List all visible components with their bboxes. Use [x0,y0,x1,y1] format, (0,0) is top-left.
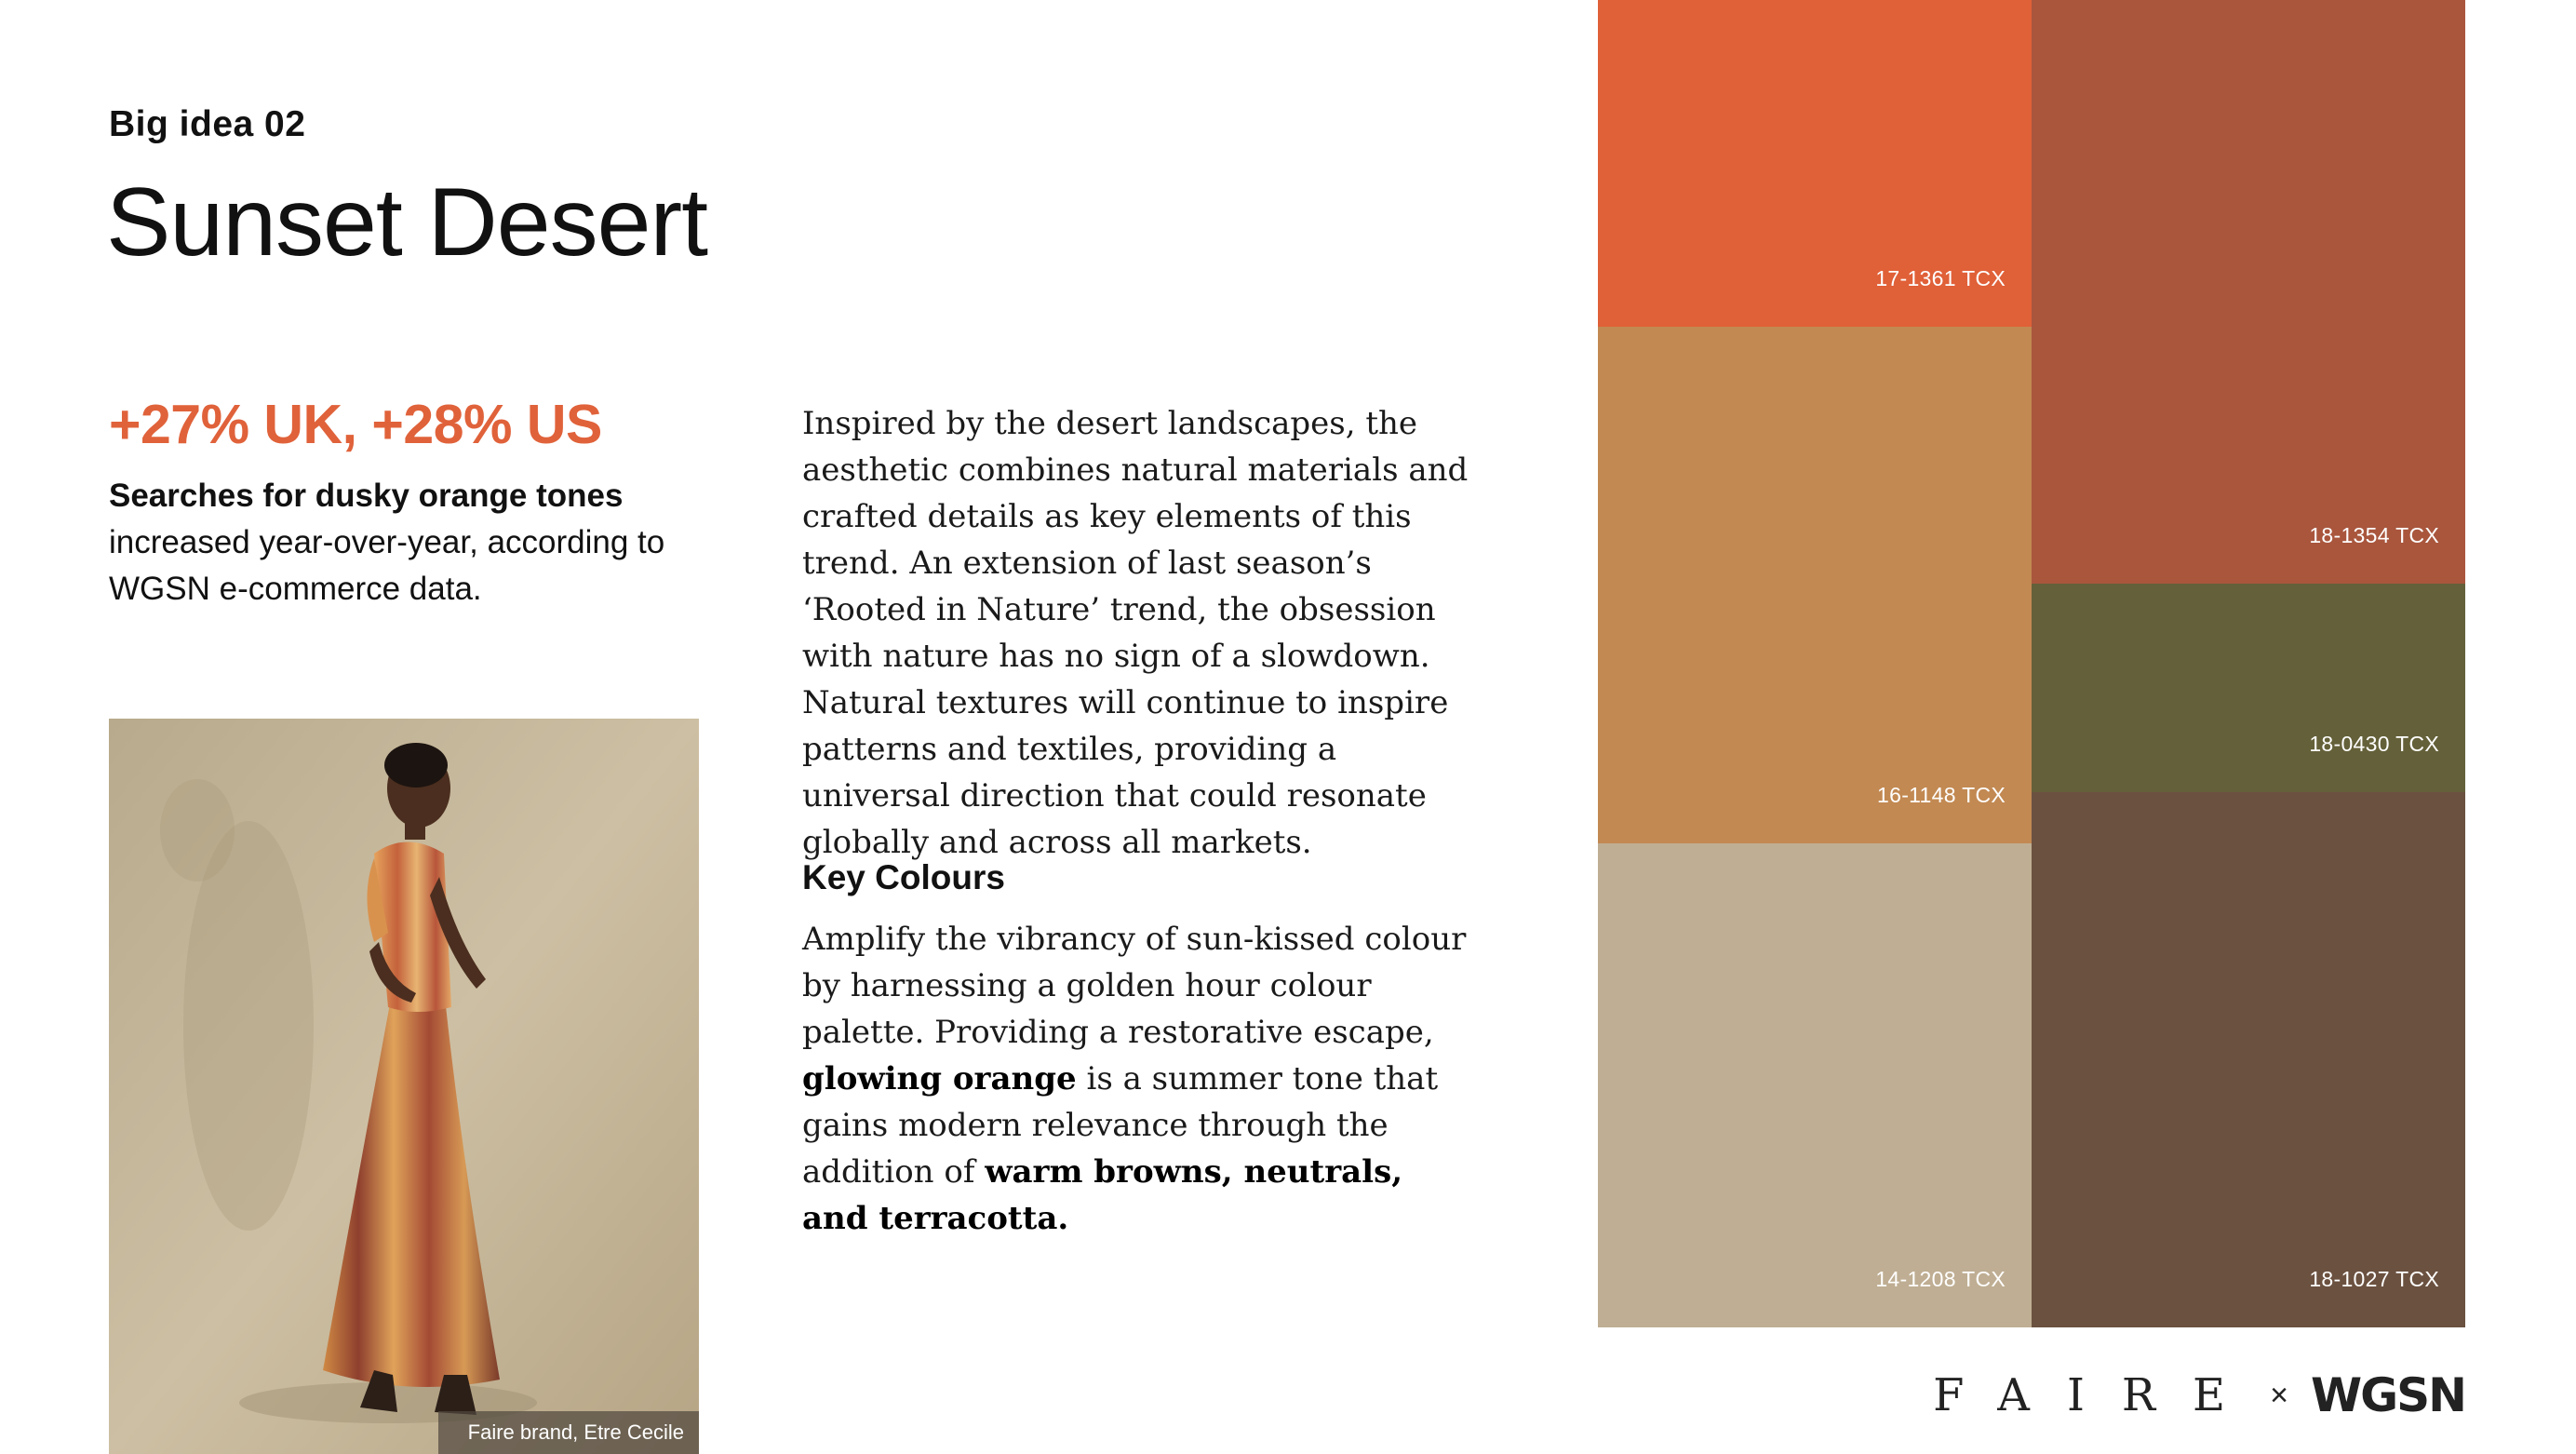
colour-swatch [2032,584,2465,792]
photo-caption: Faire brand, Etre Cecile [438,1411,699,1454]
trend-paragraph: Inspired by the desert landscapes, the aesthetic combines natural materials and crafted details as key elements of this trend. An extension of last season’s ‘Rooted in Nature’ trend, the obsession with nature has no sign of a slowdown. Natural textures will continue to inspire patterns and textiles, providing a universal direction that could resonate globally and across all markets. [802,405,1469,861]
faire-logo: FAIRE [1933,1369,2263,1421]
model-photo-illustration [109,719,699,1454]
key-colours-bold-2: warm browns, neutrals, and terracotta. [802,1153,1403,1237]
stat-description-rest: increased year-over-year, according to WGSN e-commerce data. [109,524,665,607]
trend-description [802,400,1472,866]
key-colours-bold-1: glowing orange [802,1060,1077,1097]
stat-description-bold: Searches for dusky orange tones [109,478,624,514]
key-colours-text [802,916,1472,1242]
colour-swatch [1598,327,2032,843]
stat-description [109,473,704,613]
swatch-code: 14-1208 TCX [1875,1267,2006,1291]
colour-swatch [1598,843,2032,1327]
brand-logos [1933,1368,2465,1422]
trend-photo [109,719,699,1454]
swatch-code: 17-1361 TCX [1875,266,2006,290]
colour-swatch [2032,0,2465,584]
page-title: Sunset Desert [106,168,707,276]
key-colours-text-part1: Amplify the vibrancy of sun-kissed colour by harnessing a golden hour colour palette. Providing a restorative escape, [802,921,1467,1051]
eyebrow-label: Big idea 02 [109,104,306,144]
colour-swatch [1598,0,2032,327]
key-colours-heading: Key Colours [802,858,1005,896]
stat-headline: +27% UK, +28% US [109,394,602,455]
swatch-code: 18-1027 TCX [2309,1267,2439,1291]
times-separator: × [2270,1377,2288,1413]
swatch-code: 18-1354 TCX [2309,523,2439,547]
key-colours-text-part2: is a summer tone that gains modern relevance through the addition of [802,1060,1439,1191]
colour-swatch [2032,792,2465,1327]
wgsn-logo: WGSN [2310,1368,2465,1422]
swatch-code: 16-1148 TCX [1877,783,2006,807]
swatch-code: 18-0430 TCX [2309,732,2439,756]
